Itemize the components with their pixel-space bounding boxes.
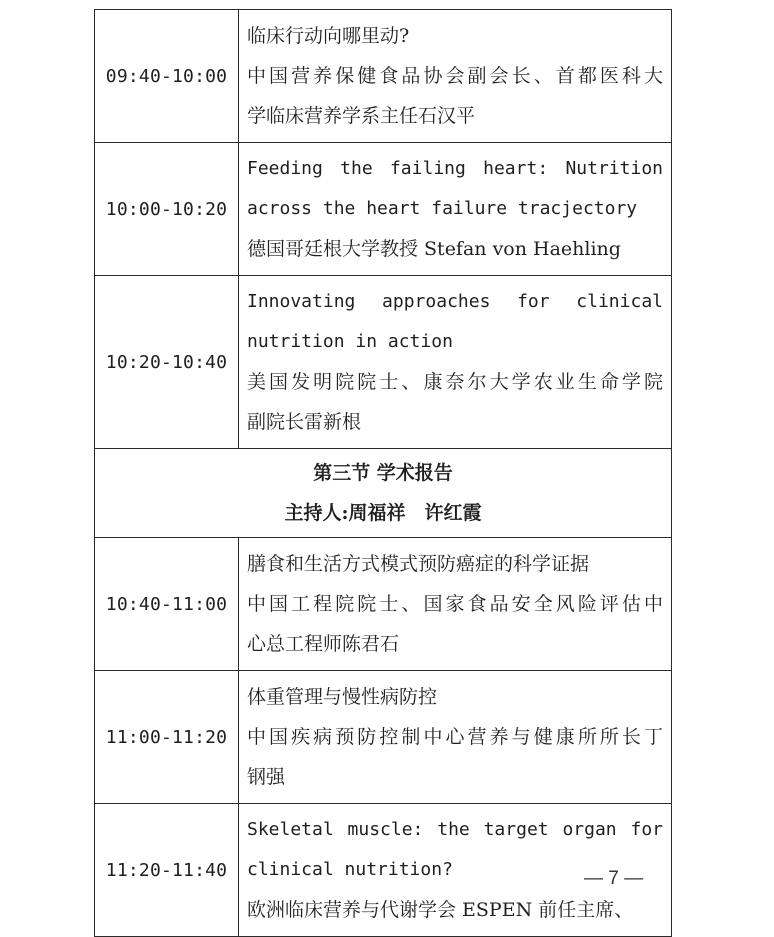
speaker-info: 钢强 <box>247 766 286 788</box>
speaker-info: 中国疾病预防控制中心营养与健康所所长丁 <box>247 726 663 748</box>
speaker-info: 中国营养保健食品协会副会长、首都医科大 <box>247 65 663 87</box>
talk-cell <box>239 276 672 449</box>
section-title: 第三节 学术报告 <box>313 462 453 484</box>
talk-cell <box>239 671 672 804</box>
talk-title: Skeletal muscle: the target organ for <box>247 819 663 840</box>
talk-cell <box>239 10 672 143</box>
time-cell: 10:20-10:40 <box>95 276 239 449</box>
speaker-info: 心总工程师陈君石 <box>247 633 400 655</box>
table-row <box>95 276 672 449</box>
page-number: — 7 — <box>584 868 644 889</box>
time-cell: 10:00-10:20 <box>95 143 239 276</box>
speaker-info: 学临床营养学系主任石汉平 <box>247 105 476 127</box>
speaker-info: 美国发明院院士、康奈尔大学农业生命学院 <box>247 371 663 393</box>
talk-title: across the heart failure tracjectory <box>247 198 638 219</box>
time-cell: 10:40-11:00 <box>95 538 239 671</box>
time-cell: 11:20-11:40 <box>95 804 239 937</box>
table-row <box>95 10 672 143</box>
talk-title: 体重管理与慢性病防控 <box>247 686 438 708</box>
talk-cell <box>239 538 672 671</box>
talk-cell <box>239 143 672 276</box>
table-row <box>95 671 672 804</box>
table-row <box>95 538 672 671</box>
speaker-info: 德国哥廷根大学教授 Stefan von Haehling <box>247 238 621 260</box>
talk-title: 膳食和生活方式模式预防癌症的科学证据 <box>247 553 590 575</box>
speaker-info: 副院长雷新根 <box>247 411 362 433</box>
talk-title: Feeding the failing heart: Nutrition <box>247 158 663 179</box>
section-row <box>95 449 672 538</box>
talk-title: 临床行动向哪里动? <box>247 25 410 47</box>
section-header <box>95 449 672 538</box>
time-cell: 11:00-11:20 <box>95 671 239 804</box>
agenda-table <box>94 9 672 937</box>
table-row <box>95 143 672 276</box>
speaker-info: 中国工程院院士、国家食品安全风险评估中 <box>247 593 663 615</box>
talk-title: clinical nutrition? <box>247 859 453 880</box>
time-cell: 09:40-10:00 <box>95 10 239 143</box>
section-hosts: 主持人:周福祥 许红霞 <box>284 502 482 524</box>
agenda-page <box>94 9 672 937</box>
talk-title: nutrition in action <box>247 331 453 352</box>
talk-title: Innovating approaches for clinical <box>247 291 663 312</box>
speaker-info: 欧洲临床营养与代谢学会 ESPEN 前任主席、 <box>247 899 634 921</box>
